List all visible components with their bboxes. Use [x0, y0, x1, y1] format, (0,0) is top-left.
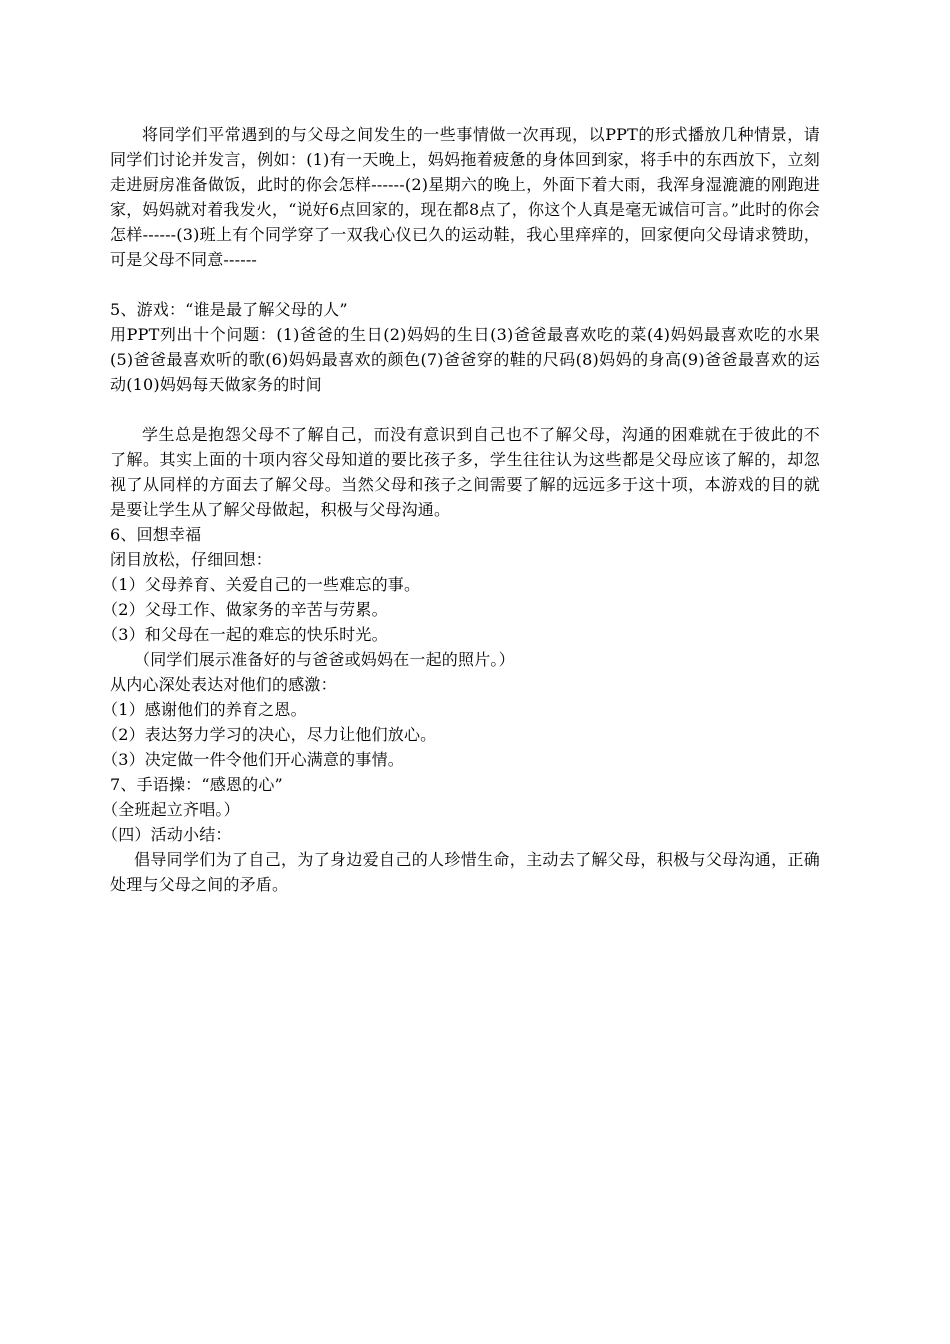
recall-instruction: 闭目放松，仔细回想：	[110, 550, 273, 569]
reflection-paragraph: 学生总是抱怨父母不了解自己，而没有意识到自己也不了解父母，沟通的困难就在于彼此的不了解。其实上面的十项内容父母知道的要比孩子多，学生往往认为这些都是父母应该了解的，却忽视了从同样的方面去了解父母。当然父母和孩子之间需要了解的远远多于这十项，本游戏的目的就是要让学生从了解父母做起，积极与父母沟通。	[110, 425, 820, 519]
recall-item-1: （1）父母养育、关爱自己的一些难忘的事。	[102, 575, 421, 594]
gratitude-item-2: （2）表达努力学习的决心，尽力让他们放心。	[102, 725, 437, 744]
game-heading: 5、游戏：“谁是最了解父母的人”	[110, 300, 348, 319]
gratitude-item-1: （1）感谢他们的养育之恩。	[102, 700, 307, 719]
sing-note: （全班起立齐唱。）	[102, 800, 240, 819]
gratitude-instruction: 从内心深处表达对他们的感激：	[110, 675, 337, 694]
sign-language-heading: 7、手语操：“感恩的心”	[110, 775, 283, 794]
gratitude-item-3: （3）决定做一件令他们开心满意的事情。	[102, 750, 404, 769]
summary-heading: （四）活动小结：	[102, 825, 232, 844]
recall-heading: 6、回想幸福	[110, 525, 202, 544]
game-section	[110, 297, 820, 322]
recall-item-3: （3）和父母在一起的难忘的快乐时光。	[102, 625, 388, 644]
photo-note: （同学们展示准备好的与爸爸或妈妈在一起的照片。）	[134, 650, 515, 669]
activity-list	[102, 522, 820, 847]
recall-item-2: （2）父母工作、做家务的辛苦与劳累。	[102, 600, 388, 619]
summary-paragraph: 倡导同学们为了自己，为了身边爱自己的人珍惜生命，主动去了解父母，积极与父母沟通，正确处理与父母之间的矛盾。	[110, 850, 820, 894]
questions-paragraph: 用PPT列出十个问题：(1)爸爸的生日(2)妈妈的生日(3)爸爸最喜欢吃的菜(4)妈妈最喜欢吃的水果(5)爸爸最喜欢听的歌(6)妈妈最喜欢的颜色(7)爸爸穿的鞋的尺码(8)妈妈的身高(9)爸爸最喜欢的运动(10)妈妈每天做家务的时间	[110, 325, 820, 394]
scenario-paragraph: 将同学们平常遇到的与父母之间发生的一些事情做一次再现，以PPT的形式播放几种情景，请同学们讨论并发言，例如：(1)有一天晚上，妈妈拖着疲惫的身体回到家，将手中的东西放下，立刻走进厨房准备做饭，此时的你会怎样------(2)星期六的晚上，外面下着大雨，我浑身湿漉漉的刚跑进家，妈妈就对着我发火，“说好6点回家的，现在都8点了，你这个人真是毫无诚信可言。”此时的你会怎样------(3)班上有个同学穿了一双我心仪已久的运动鞋，我心里痒痒的，回家便向父母请求赞助，可是父母不同意------	[110, 125, 820, 269]
